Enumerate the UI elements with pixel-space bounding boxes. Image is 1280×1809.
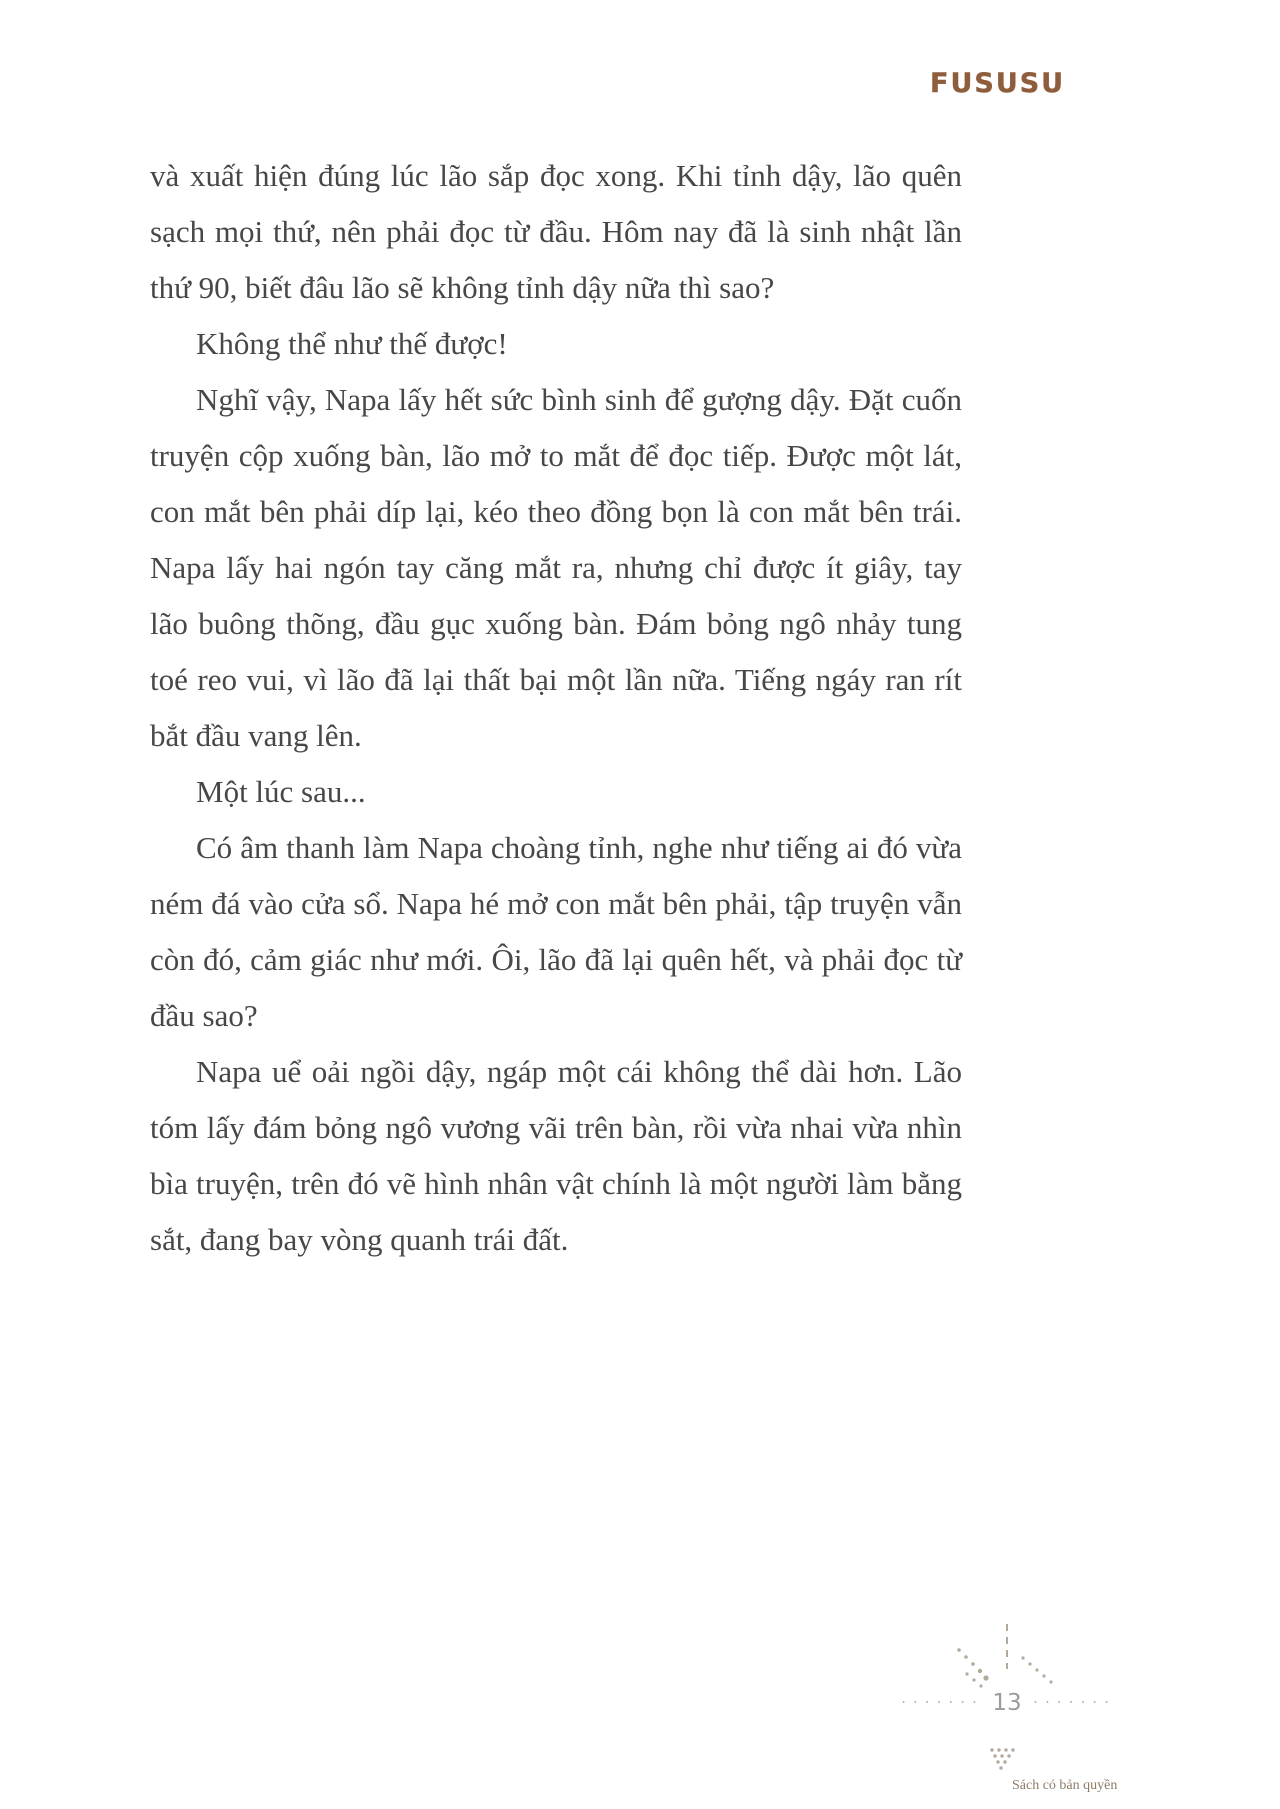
paragraph: Nghĩ vậy, Napa lấy hết sức bình sinh để gượng dậy. Đặt cuốn truyện cộp xuống bàn, lão mở to mắt để đọc tiếp. Được một lát, con mắt bên phải díp lại, kéo theo đồng bọn là con mắt bên trái. Napa lấy hai ngón tay căng mắt ra, nhưng chỉ được ít giây, tay lão buông thõng, đầu gục xuống bàn. Đám bỏng ngô nhảy tung toé reo vui, vì lão đã lại thất bại một lần nữa. Tiếng ngáy ran rít bắt đầu vang lên. bbox=[150, 382, 962, 753]
page-number-row bbox=[899, 1690, 1115, 1716]
text-content bbox=[150, 148, 962, 1268]
paragraph: Napa uể oải ngồi dậy, ngáp một cái không thể dài hơn. Lão tóm lấy đám bỏng ngô vương vãi trên bàn, rồi vừa nhai vừa nhìn bìa truyện, trên đó vẽ hình nhân vật chính là một người làm bằng sắt, đang bay vòng quanh trái đất. bbox=[150, 1054, 962, 1257]
diamond-ornament-icon bbox=[984, 1744, 1024, 1778]
sparkle-confetti-icon bbox=[945, 1622, 1060, 1694]
brand-logo: FUSUSU bbox=[930, 68, 1066, 99]
page-number-dots-right: ....... bbox=[1031, 1691, 1115, 1707]
paragraph: Có âm thanh làm Napa choàng tỉnh, nghe như tiếng ai đó vừa ném đá vào cửa sổ. Napa hé mở con mắt bên phải, tập truyện vẫn còn đó, cảm giác như mới. Ôi, lão đã lại quên hết, và phải đọc từ đầu sao? bbox=[150, 830, 962, 1033]
paragraph: và xuất hiện đúng lúc lão sắp đọc xong. Khi tỉnh dậy, lão quên sạch mọi thứ, nên phải đọc từ đầu. Hôm nay đã là sinh nhật lần thứ 90, biết đâu lão sẽ không tỉnh dậy nữa thì sao? bbox=[150, 158, 962, 305]
paragraph: Một lúc sau... bbox=[196, 774, 366, 809]
copyright-watermark: Sách có bản quyền bbox=[1012, 1778, 1118, 1793]
page-number: 13 bbox=[992, 1690, 1022, 1716]
page-number-dots-left: ....... bbox=[899, 1691, 983, 1707]
paragraph: Không thể như thế được! bbox=[196, 326, 508, 361]
